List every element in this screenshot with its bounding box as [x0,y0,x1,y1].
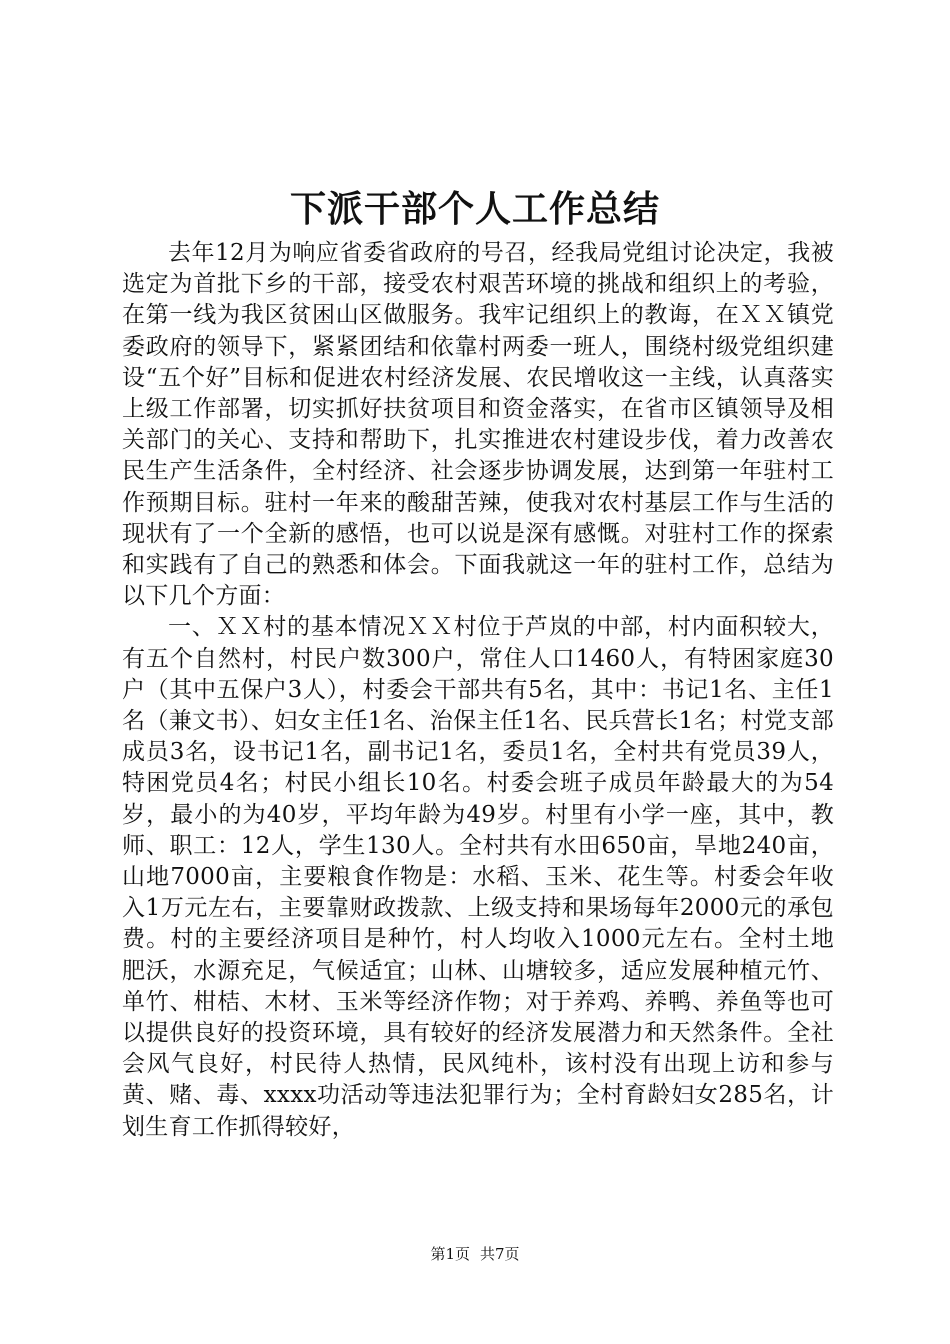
document-body [122,238,834,1143]
page-number: 第1页 [430,1245,470,1263]
paragraph-intro: 去年12月为响应省委省政府的号召，经我局党组讨论决定，我被选定为首批下乡的干部，接受农村艰苦环境的挑战和组织上的考验，在第一线为我区贫困山区做服务。我牢记组织上的教诲，在ＸＸ镇党委政府的领导下，紧紧团结和依靠村两委一班人，围绕村级党组织建设“五个好”目标和促进农村经济发展、农民增收这一主线，认真落实上级工作部署，切实抓好扶贫项目和资金落实，在省市区镇领导及相关部门的关心、支持和帮助下，扎实推进农村建设步伐，着力改善农民生产生活条件，全村经济、社会逐步协调发展，达到第一年驻村工作预期目标。驻村一年来的酸甜苦辣，使我对农村基层工作与生活的现状有了一个全新的感悟，也可以说是深有感慨。对驻村工作的探索和实践有了自己的熟悉和体会。下面我就这一年的驻村工作，总结为以下几个方面： [122,240,834,610]
page-total: 共7页 [480,1245,520,1263]
document-title: 下派干部个人工作总结 [289,188,660,230]
page-footer [0,1244,950,1264]
paragraph-basic-situation: 一、ＸＸ村的基本情况ＸＸ村位于芦岚的中部，村内面积较大，有五个自然村，村民户数300户，常住人口1460人，有特困家庭30户（其中五保户3人），村委会干部共有5名，其中：书记1名、主任1名（兼文书）、妇女主任1名、治保主任1名、民兵营长1名；村党支部成员3名，设书记1名，副书记1名，委员1名，全村共有党员39人，特困党员4名；村民小组长10名。村委会班子成员年龄最大的为54岁，最小的为40岁，平均年龄为49岁。村里有小学一座，其中，教师、职工：12人，学生130人。全村共有水田650亩，旱地240亩，山地7000亩，主要粮食作物是：水稻、玉米、花生等。村委会年收入1万元左右，主要靠财政拨款、上级支持和果场每年2000元的承包费。村的主要经济项目是种竹，村人均收入1000元左右。全村土地肥沃，水源充足，气候适宜；山林、山塘较多，适应发展种植元竹、单竹、柑桔、木材、玉米等经济作物；对于养鸡、养鸭、养鱼等也可以提供良好的投资环境，具有较好的经济发展潜力和天然条件。全社会风气良好，村民待人热情，民风纯朴，该村没有出现上访和参与黄、赌、毒、xxxx功活动等违法犯罪行为；全村育龄妇女285名，计划生育工作抓得较好， [122,614,834,1140]
